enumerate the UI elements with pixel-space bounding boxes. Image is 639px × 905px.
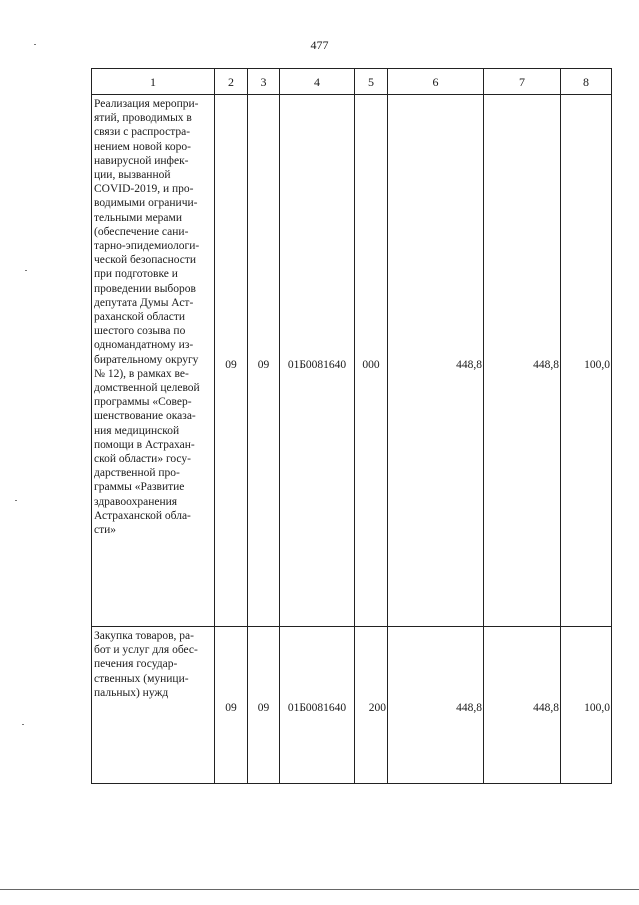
row-cell-7 [483, 95, 560, 627]
row-cell-3 [247, 627, 279, 783]
row-value-4: 01Б0081640 [287, 702, 347, 714]
row-description: Реализация меропри- ятий, проводимых в связи с распростра- нением новой коро- навирусной инфек- ции, вызванной COVID-2019, и про- водимыми ограничи- тельными мерами (обеспечение сани- тарно-эпидемиологи- ческой безопасности при подготовке и проведении выборов депутата Думы Аст- раханской области шестого созыва по одномандатному из- бирательному округу № 12), в рамках ве- домственной целевой программы «Совер- шенствование оказа- ния медицинской помощи в Астрахан- ской области» госу- дарственной про- граммы «Развитие здравоохранения Астраханской обла- сти» [91, 95, 214, 627]
table-row [91, 94, 612, 627]
header-cell-5: 5 [354, 69, 387, 95]
header-cell-4: 4 [279, 69, 354, 95]
scan-speck [15, 500, 17, 501]
scan-speck [25, 270, 27, 271]
row-value-3: 09 [257, 359, 270, 371]
row-value-6: 448,8 [456, 359, 482, 371]
budget-table [91, 68, 612, 782]
row-value-2: 09 [225, 359, 237, 371]
row-cell-5 [354, 95, 387, 627]
header-cell-3: 3 [247, 69, 279, 95]
row-cell-4 [279, 627, 354, 783]
row-value-8: 100,0 [584, 359, 610, 371]
row-value-8: 100,0 [584, 702, 610, 714]
row-cell-4 [279, 95, 354, 627]
row-cell-2 [214, 95, 247, 627]
scan-speck [22, 724, 24, 725]
page-bottom-rule [0, 889, 639, 890]
row-value-2: 09 [225, 702, 237, 714]
row-cell-6 [387, 627, 483, 783]
row-cell-6 [387, 95, 483, 627]
header-cell-8: 8 [560, 69, 612, 95]
row-value-5: 200 [368, 702, 386, 714]
table-row [91, 626, 612, 784]
row-value-7: 448,8 [533, 359, 559, 371]
row-cell-8 [560, 95, 612, 627]
row-description: Закупка товаров, ра- бот и услуг для обес- печения государ- ственных (муници- пальных) нужд [91, 627, 214, 783]
row-cell-7 [483, 627, 560, 783]
table-header-row [91, 68, 612, 95]
row-cell-2 [214, 627, 247, 783]
row-cell-3 [247, 95, 279, 627]
row-cell-5 [354, 627, 387, 783]
row-value-3: 09 [257, 702, 270, 714]
row-value-5: 000 [362, 359, 380, 371]
header-cell-2: 2 [214, 69, 247, 95]
row-cell-8 [560, 627, 612, 783]
page-number: 477 [310, 38, 329, 52]
header-cell-6: 6 [387, 69, 483, 95]
scan-speck [34, 44, 36, 45]
header-cell-1: 1 [91, 69, 214, 95]
header-cell-7: 7 [483, 69, 560, 95]
row-value-7: 448,8 [533, 702, 559, 714]
row-value-4: 01Б0081640 [287, 359, 347, 371]
row-value-6: 448,8 [456, 702, 482, 714]
